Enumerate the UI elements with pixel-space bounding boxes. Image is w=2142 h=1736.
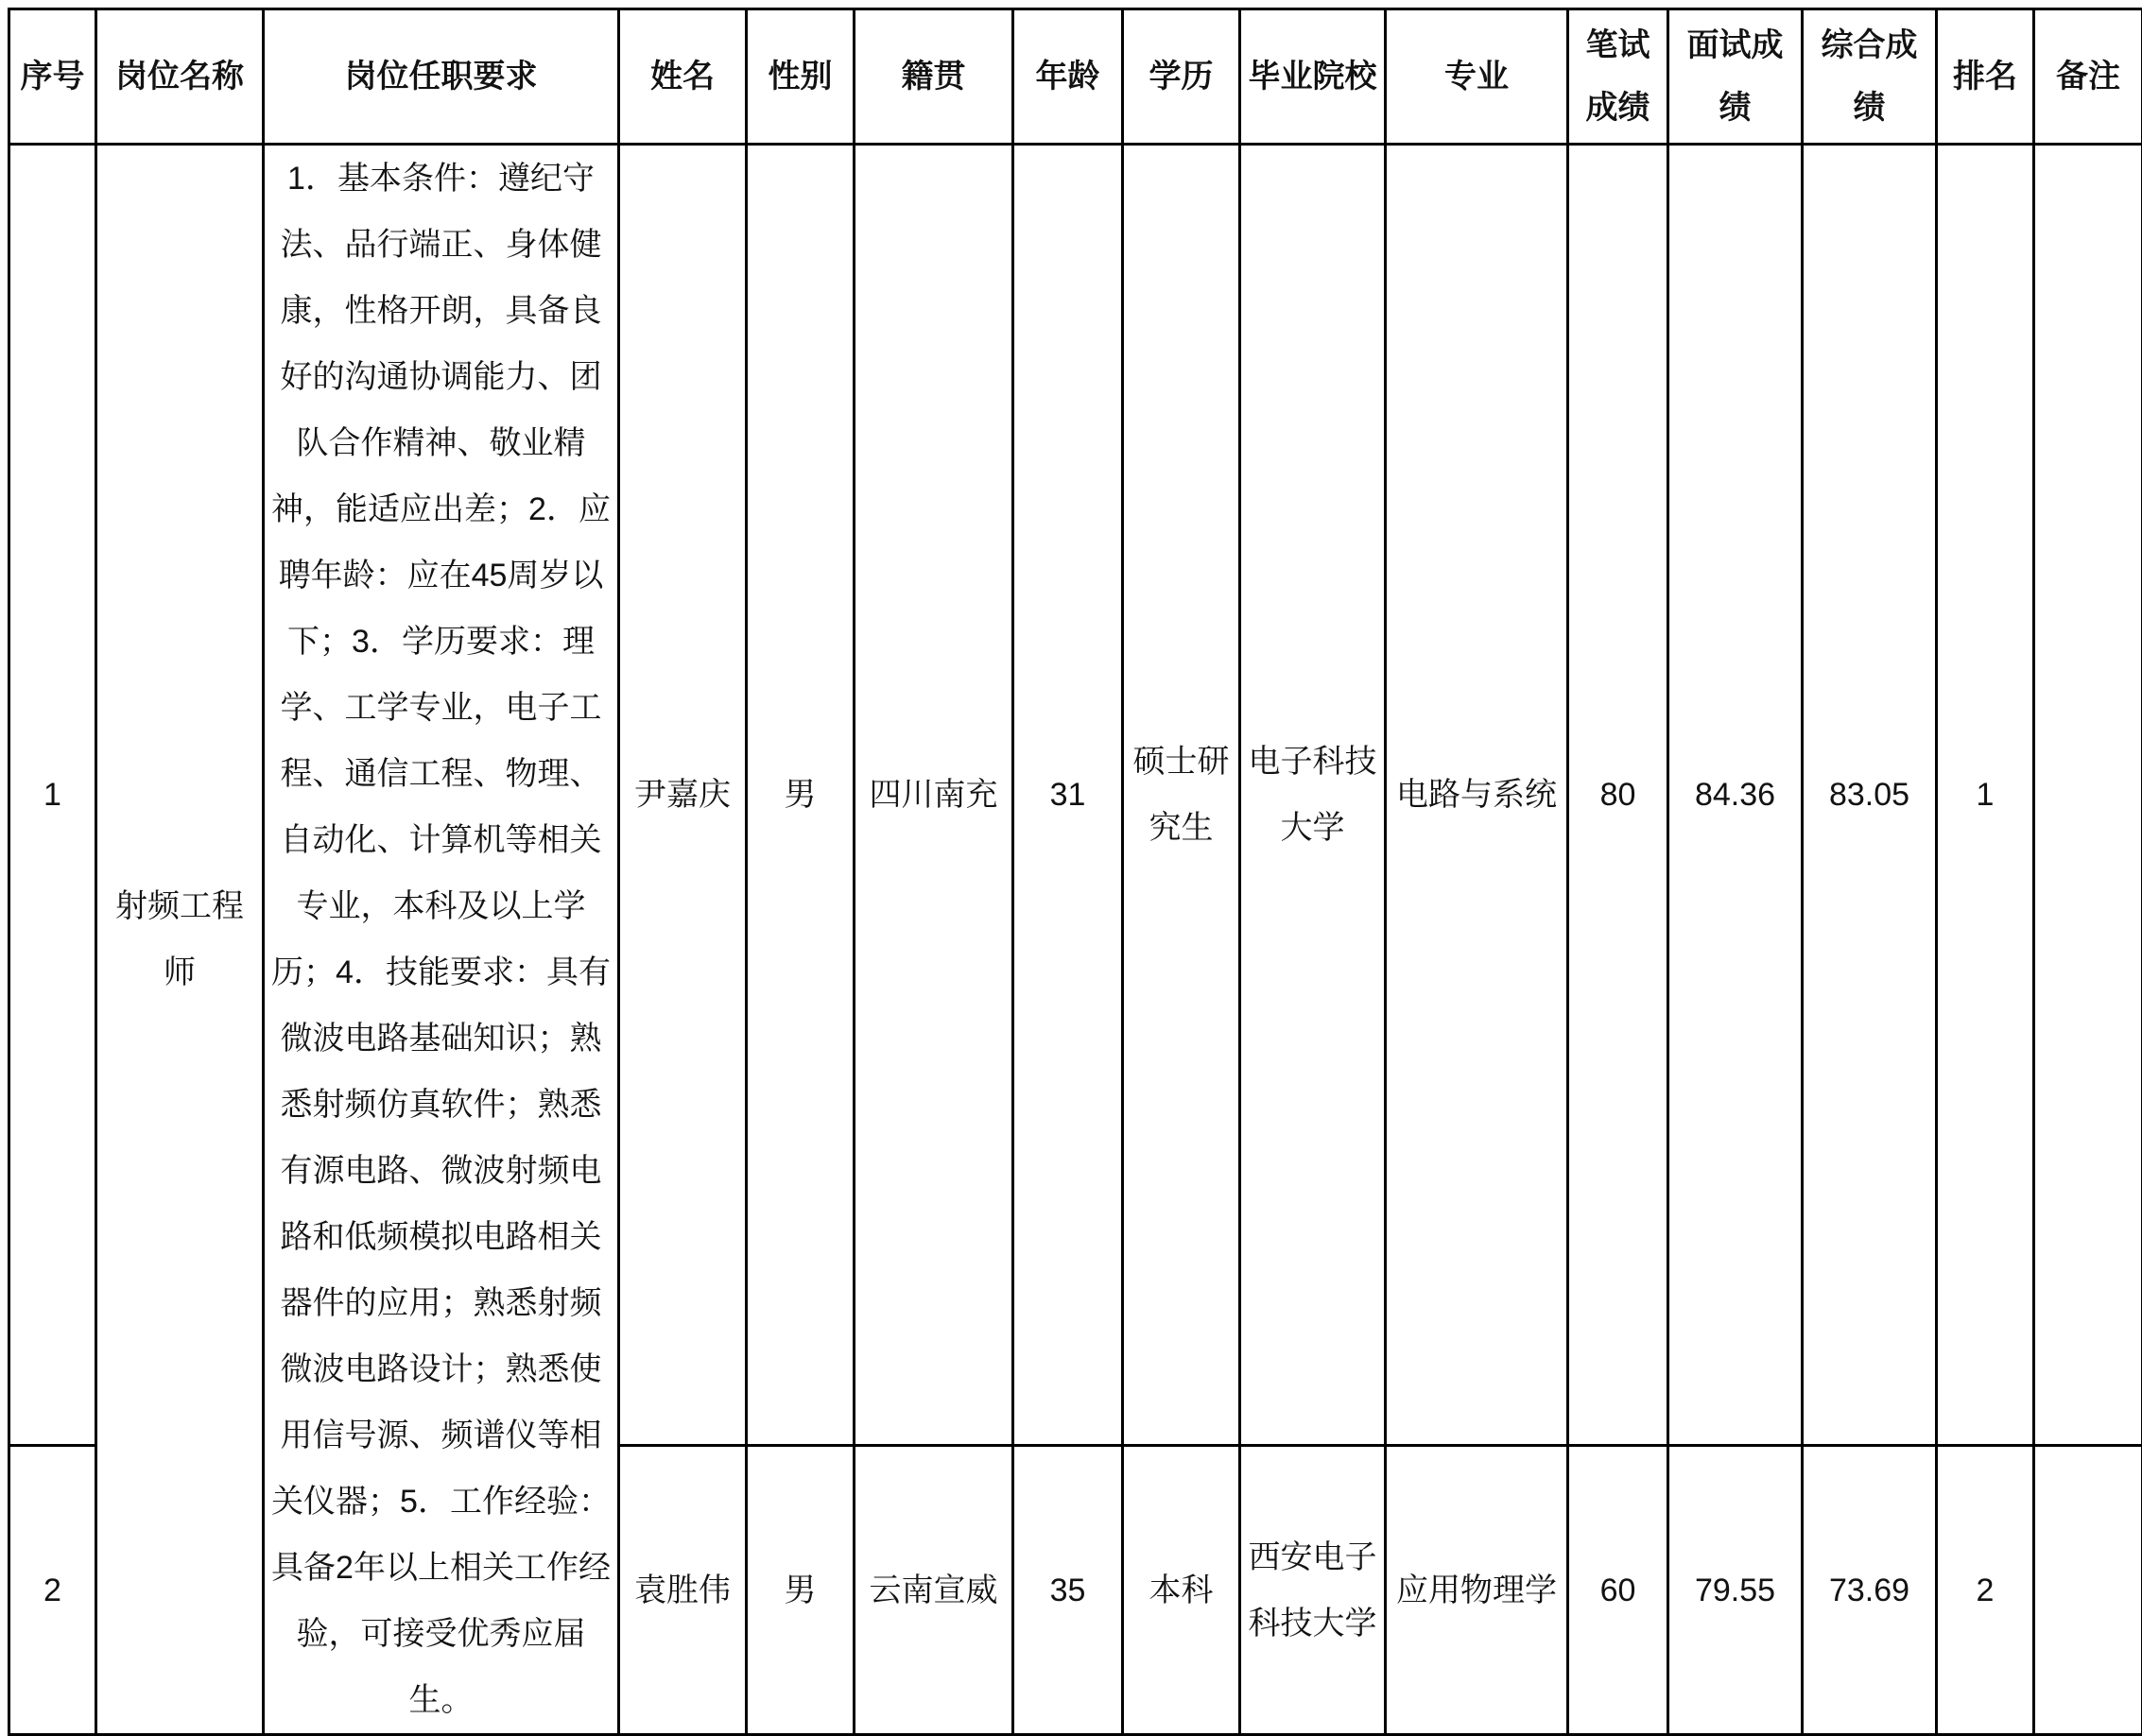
header-position-name: 岗位名称 — [96, 9, 264, 145]
cell-native-place-1: 四川南充 — [855, 145, 1013, 1446]
cell-remarks-1 — [2034, 145, 2142, 1446]
cell-position-name: 射频工程师 — [96, 145, 264, 1735]
cell-overall-score-2: 73.69 — [1803, 1446, 1937, 1735]
cell-graduate-school-1: 电子科技大学 — [1240, 145, 1386, 1446]
cell-age-2: 35 — [1013, 1446, 1123, 1735]
cell-age-1: 31 — [1013, 145, 1123, 1446]
cell-written-score-1: 80 — [1568, 145, 1668, 1446]
cell-overall-score-1: 83.05 — [1803, 145, 1937, 1446]
cell-gender-1: 男 — [747, 145, 855, 1446]
cell-interview-score-2: 79.55 — [1668, 1446, 1803, 1735]
cell-native-place-2: 云南宣威 — [855, 1446, 1013, 1735]
cell-interview-score-1: 84.36 — [1668, 145, 1803, 1446]
cell-education-2: 本科 — [1123, 1446, 1240, 1735]
cell-graduate-school-2: 西安电子科技大学 — [1240, 1446, 1386, 1735]
header-native-place: 籍贯 — [855, 9, 1013, 145]
header-overall-score: 综合成绩 — [1803, 9, 1937, 145]
cell-major-2: 应用物理学 — [1386, 1446, 1568, 1735]
cell-rank-2: 2 — [1937, 1446, 2034, 1735]
cell-index-1: 1 — [9, 145, 96, 1446]
header-gender: 性别 — [747, 9, 855, 145]
header-interview-score: 面试成绩 — [1668, 9, 1803, 145]
cell-education-1: 硕士研究生 — [1123, 145, 1240, 1446]
cell-remarks-2 — [2034, 1446, 2142, 1735]
header-education: 学历 — [1123, 9, 1240, 145]
cell-rank-1: 1 — [1937, 145, 2034, 1446]
header-rank: 排名 — [1937, 9, 2034, 145]
header-name: 姓名 — [619, 9, 747, 145]
cell-index-2: 2 — [9, 1446, 96, 1735]
cell-position-requirements: 1．基本条件：遵纪守法、品行端正、身体健康，性格开朗，具备良好的沟通协调能力、团队合作精神、敬业精神，能适应出差；2．应聘年龄：应在45周岁以下；3．学历要求：理学、工学专业，电子工程、通信工程、物理、自动化、计算机等相关专业，本科及以上学历；4．技能要求：具有微波电路基础知识；熟悉射频仿真软件；熟悉有源电路、微波射频电路和低频模拟电路相关器件的应用；熟悉射频微波电路设计；熟悉使用信号源、频谱仪等相关仪器；5．工作经验：具备2年以上相关工作经验，可接受优秀应届生。 — [264, 145, 619, 1735]
cell-major-1: 电路与系统 — [1386, 145, 1568, 1446]
cell-name-2: 袁胜伟 — [619, 1446, 747, 1735]
header-written-score: 笔试成绩 — [1568, 9, 1668, 145]
header-remarks: 备注 — [2034, 9, 2142, 145]
cell-written-score-2: 60 — [1568, 1446, 1668, 1735]
recruitment-results-table — [8, 8, 2142, 1736]
header-age: 年龄 — [1013, 9, 1123, 145]
cell-gender-2: 男 — [747, 1446, 855, 1735]
header-index: 序号 — [9, 9, 96, 145]
header-graduate-school: 毕业院校 — [1240, 9, 1386, 145]
table-header-row — [9, 9, 2142, 145]
header-major: 专业 — [1386, 9, 1568, 145]
header-requirements: 岗位任职要求 — [264, 9, 619, 145]
cell-name-1: 尹嘉庆 — [619, 145, 747, 1446]
candidate-row-1 — [9, 145, 2142, 1446]
